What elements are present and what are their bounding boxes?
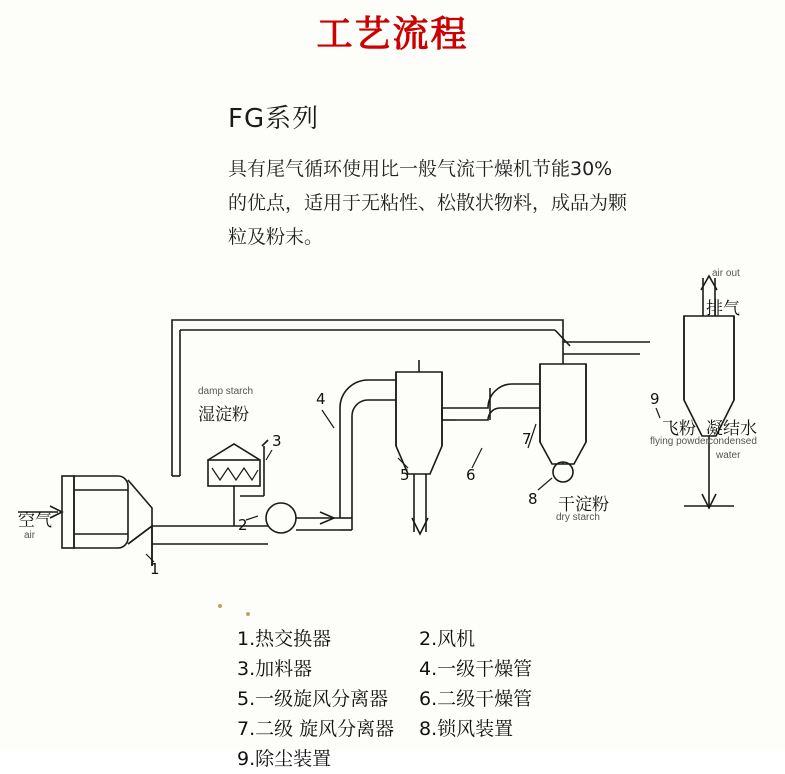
callout-7: 7	[522, 430, 532, 448]
legend-item-9-label: 除尘装置	[255, 748, 332, 770]
legend-item-5-number: 5.	[237, 688, 256, 710]
legend-item-3	[237, 654, 419, 684]
legend-item-8-number: 8.	[419, 718, 438, 740]
cyclone-2	[540, 364, 586, 464]
legend	[237, 624, 667, 774]
legend-row	[237, 654, 667, 684]
legend-item-10	[419, 744, 619, 774]
legend-item-3-label: 加料器	[255, 658, 313, 680]
label-exhaust-cn: 排气	[706, 299, 740, 319]
label-flying-powder-en: flying powder	[650, 436, 709, 447]
heat-exchanger-body	[74, 476, 128, 548]
legend-row	[237, 684, 667, 714]
label-air-in-en: air	[24, 530, 36, 541]
legend-item-7	[237, 714, 419, 744]
callout-2: 2	[238, 516, 248, 534]
decorative-dot	[246, 612, 250, 616]
label-air-in-cn: 空气	[18, 511, 52, 531]
label-damp-starch-cn: 湿淀粉	[198, 405, 249, 425]
callout-6: 6	[466, 466, 476, 484]
callout-5: 5	[400, 466, 410, 484]
legend-item-6-label: 二级干燥管	[437, 688, 533, 710]
legend-row	[237, 624, 667, 654]
label-condensed-water-en1: condensed	[708, 436, 757, 447]
label-damp-starch-en: damp starch	[198, 386, 254, 397]
legend-item-9	[237, 744, 419, 774]
callout-9: 9	[650, 390, 660, 408]
callout-8: 8	[528, 490, 538, 508]
callout-4: 4	[316, 390, 326, 408]
legend-item-6-number: 6.	[419, 688, 438, 710]
legend-item-1-label: 热交换器	[255, 628, 332, 650]
legend-item-2-label: 风机	[437, 628, 476, 650]
heat-exchanger-inlet-plate	[62, 476, 74, 548]
label-dry-starch-cn: 干淀粉	[558, 495, 609, 515]
process-flow-diagram	[0, 268, 785, 608]
cyclone-1	[396, 372, 442, 474]
page-title: 工艺流程	[316, 14, 469, 55]
callout-3: 3	[272, 432, 282, 450]
legend-item-7-number: 7.	[237, 718, 256, 740]
callout-1: 1	[150, 560, 160, 578]
label-dry-starch-en: dry starch	[556, 512, 600, 523]
legend-item-1-number: 1.	[237, 628, 256, 650]
rotary-valve	[553, 462, 573, 482]
legend-item-1	[237, 624, 419, 654]
legend-item-4	[419, 654, 619, 684]
legend-item-3-number: 3.	[237, 658, 256, 680]
legend-item-8-label: 锁风装置	[437, 718, 514, 740]
series-description: 具有尾气循环使用比一般气流干燥机节能30%的优点，适用于无粘性、松散状物料，成品为颗粒及粉末。	[228, 158, 628, 248]
legend-item-2	[419, 624, 619, 654]
label-condensed-water-en2: water	[716, 450, 741, 461]
legend-item-5-label: 一级旋风分离器	[255, 688, 389, 710]
label-flying-powder-cn: 飞粉	[662, 419, 696, 439]
label-air-out-en: air out	[712, 268, 740, 279]
legend-item-2-number: 2.	[419, 628, 438, 650]
series-name: FG系列	[228, 104, 320, 134]
legend-row	[237, 744, 667, 774]
legend-item-5	[237, 684, 419, 714]
legend-item-4-number: 4.	[419, 658, 438, 680]
blower	[266, 503, 296, 533]
label-condensed-water-cn: 凝结水	[706, 419, 757, 439]
legend-row	[237, 714, 667, 744]
legend-item-9-number: 9.	[237, 748, 256, 770]
legend-item-4-label: 一级干燥管	[437, 658, 533, 680]
legend-item-6	[419, 684, 619, 714]
legend-item-8	[419, 714, 619, 744]
legend-item-7-label: 二级 旋风分离器	[255, 718, 395, 740]
